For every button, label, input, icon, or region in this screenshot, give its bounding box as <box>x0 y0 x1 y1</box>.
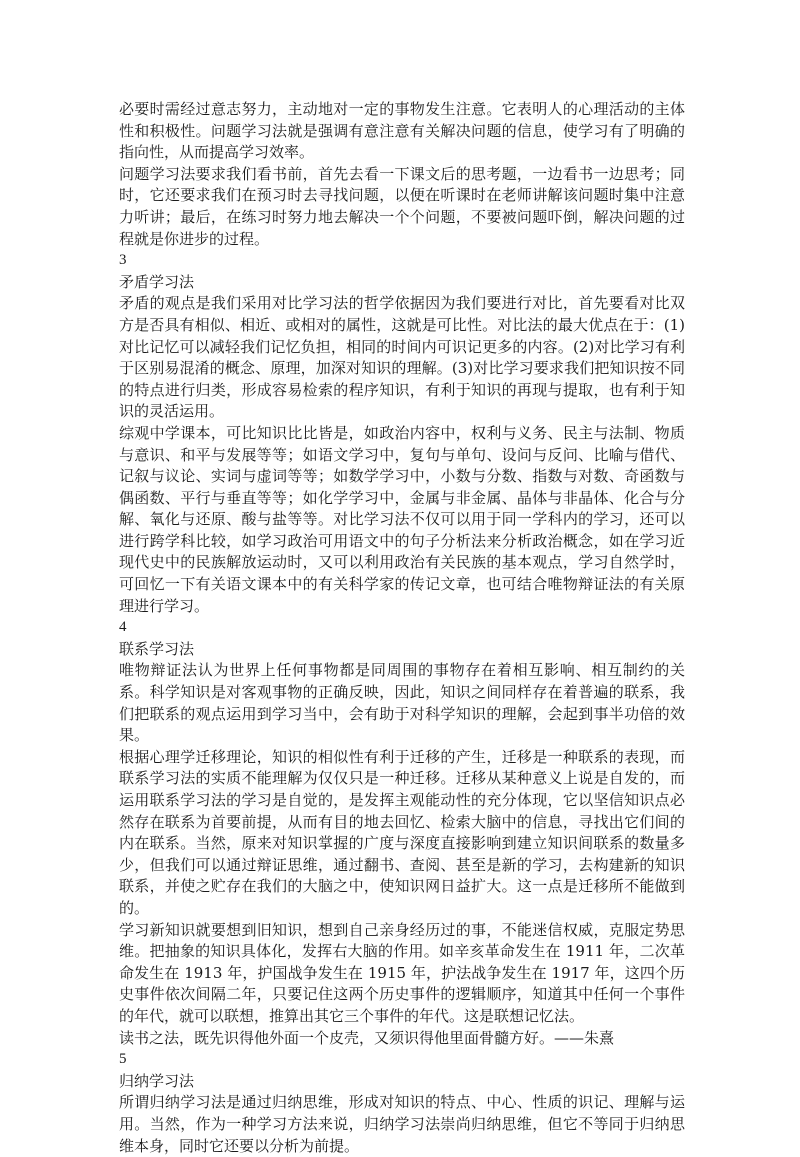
section-heading: 联系学习法 <box>119 639 195 658</box>
section-number: 4 <box>119 619 127 636</box>
paragraph: 所谓归纳学习法是通过归纳思维，形成对知识的特点、中心、性质的识记、理解与运用。当然，作为一种学习方法来说，归纳学习法崇尚归纳思维，但它不等同于归纳思维本身，同时它还要以分析为前提。 <box>119 1093 685 1155</box>
section-heading: 矛盾学习法 <box>119 272 195 291</box>
section-number: 5 <box>119 1051 127 1068</box>
paragraph: 唯物辩证法认为世界上任何事物都是同周围的事物存在着相互影响、相互制约的关系。科学知识是对客观事物的正确反映，因此，知识之间同样存在着普遍的联系，我们把联系的观点运用到学习当中，会有助于对科学知识的理解，会起到事半功倍的效果。 <box>119 661 685 745</box>
section-heading: 归纳学习法 <box>119 1071 195 1090</box>
paragraph: 必要时需经过意志努力，主动地对一定的事物发生注意。它表明人的心理活动的主体性和积极性。问题学习法就是强调有意注意有关解决问题的信息，使学习有了明确的指向性，从而提高学习效率。 <box>119 100 685 162</box>
paragraph: 根据心理学迁移理论，知识的相似性有利于迁移的产生，迁移是一种联系的表现，而联系学习法的实质不能理解为仅仅只是一种迁移。迁移从某种意义上说是自发的，而运用联系学习法的学习是自觉的，是发挥主观能动性的充分体现，它以坚信知识点必然存在联系为首要前提，从而有目的地去回忆、检索大脑中的信息，寻找出它们间的内在联系。当然，原来对知识掌握的广度与深度直接影响到建立知识间联系的数量多少，但我们可以通过辩证思维，通过翻书、查阅、甚至是新的学习，去构建新的知识联系，并使之贮存在我们的大脑之中，使知识网日益扩大。这一点是迁移所不能做到的。 <box>119 747 685 917</box>
section-number: 3 <box>119 252 127 269</box>
quote-paragraph: 读书之法，既先识得他外面一个皮壳，又须识得他里面骨髓方好。——朱熹 <box>119 1028 615 1047</box>
paragraph: 矛盾的观点是我们采用对比学习法的哲学依据因为我们要进行对比，首先要看对比双方是否具有相似、相近、或相对的属性，这就是可比性。对比法的最大优点在于：(1)对比记忆可以减轻我们记忆负担，相同的时间内可识记更多的内容。(2)对比学习有利于区别易混淆的概念、原理，加深对知识的理解。(3)对比学习要求我们把知识按不同的特点进行归类，形成容易检索的程序知识，有利于知识的再现与提取，也有利于知识的灵活运用。 <box>119 294 685 421</box>
paragraph: 综观中学课本，可比知识比比皆是，如政治内容中，权利与义务、民主与法制、物质与意识、和平与发展等等；如语文学习中，复句与单句、设问与反问、比喻与借代、记叙与议论、实词与虚词等等；如数学学习中，小数与分数、指数与对数、奇函数与偶函数、平行与垂直等等；如化学学习中，金属与非金属、晶体与非晶体、化合与分解、氧化与还原、酸与盐等等。对比学习法不仅可以用于同一学科内的学习，还可以进行跨学科比较，如学习政治可用语文中的句子分析法来分析政治概念，如在学习近现代史中的民族解放运动时，又可以利用政治有关民族的基本观点，学习自然学时，可回忆一下有关语文课本中的有关科学家的传记文章，也可结合唯物辩证法的有关原理进行学习。 <box>119 423 685 615</box>
paragraph: 问题学习法要求我们看书前，首先去看一下课文后的思考题，一边看书一边思考；同时，它还要求我们在预习时去寻找问题，以便在听课时在老师讲解该问题时集中注意力听讲；最后，在练习时努力地去解决一个个问题，不要被问题吓倒，解决问题的过程就是你进步的过程。 <box>119 164 685 248</box>
paragraph: 学习新知识就要想到旧知识，想到自己亲身经历过的事，不能迷信权威，克服定势思维。把抽象的知识具体化，发挥右大脑的作用。如辛亥革命发生在 1911 年，二次革命发生在 1913 年，护国战争发生在 1915 年，护法战争发生在 1917 年，这四个历史事件依次间隔二年，只要记住这两个历史事件的逻辑顺序，知道其中任何一个事件的年代，就可以联想，推算出其它三个事件的年代。这是联想记忆法。 <box>119 920 685 1025</box>
document-page <box>119 99 685 1157</box>
